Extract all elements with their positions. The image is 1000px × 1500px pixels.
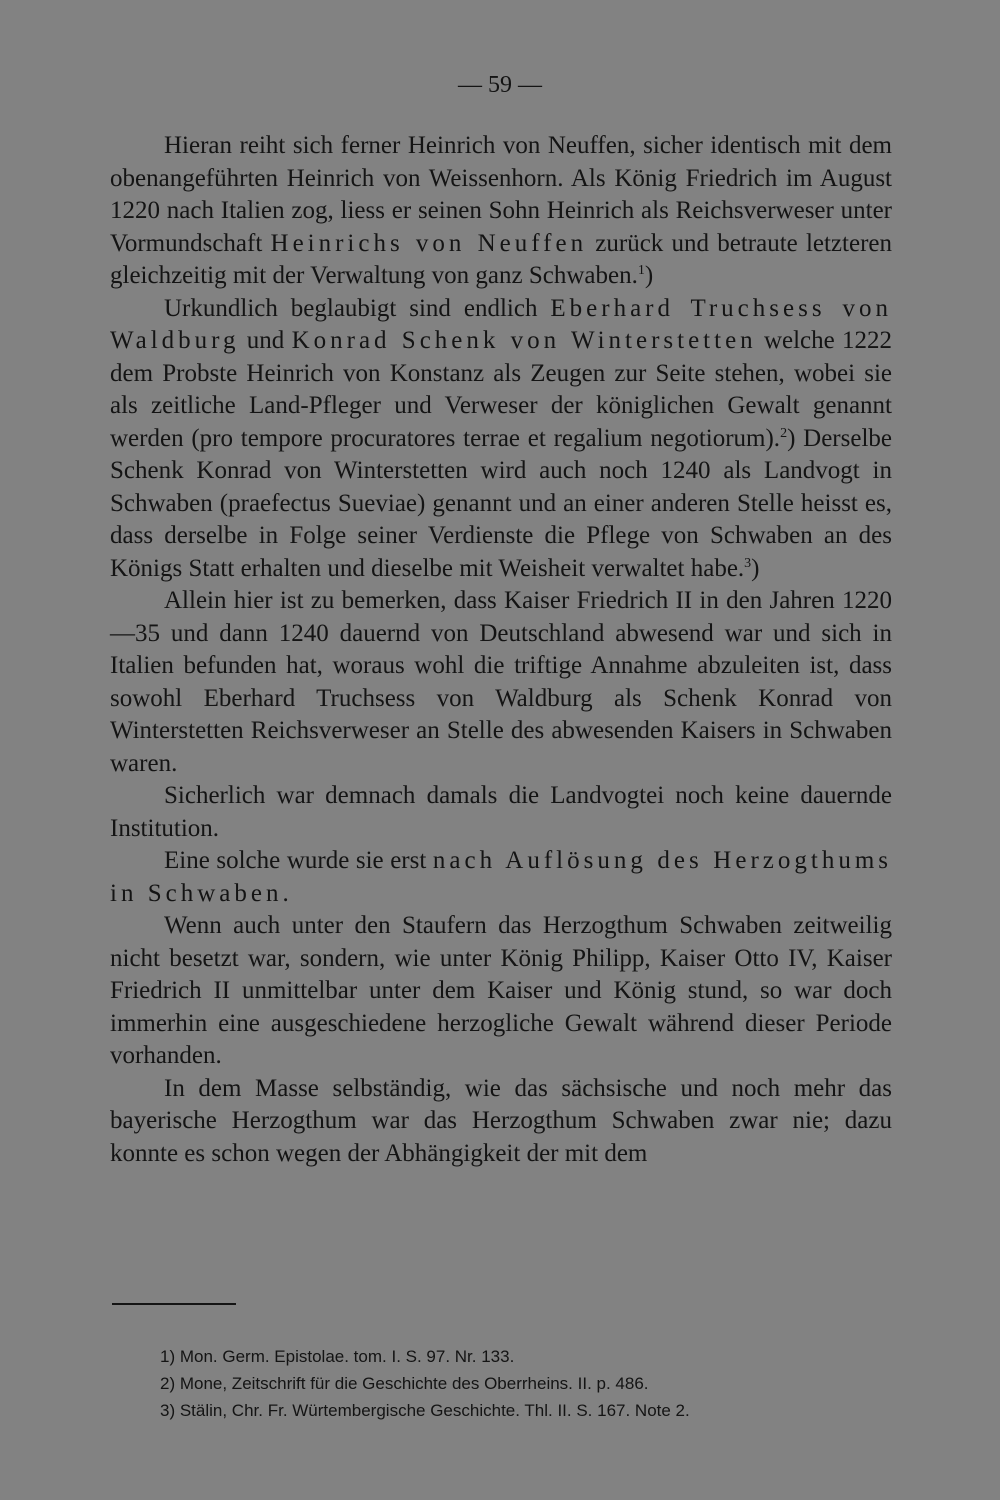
text-run: Sicherlich war demnach damals die Landvogtei noch keine dauernde Institution. <box>110 782 892 842</box>
text-run: Hieran reiht sich ferner Heinrich von Neuffen, sicher identisch mit dem obenangeführten Heinrich von Weissenhorn. Als König Friedrich im August 1220 nach Italien zog, liess er seinen Sohn Heinrich als Reichsverweser unter Vormundschaft <box>110 132 892 257</box>
text-run: Eine solche wurde sie erst <box>164 847 433 874</box>
paragraph <box>110 130 892 293</box>
text-run: . <box>282 879 289 907</box>
paragraph <box>110 293 892 586</box>
text-run: Wenn auch unter den Staufern das Herzogthum Schwaben zeitweilig nicht besetzt war, sondern, wie unter König Philipp, Kaiser Otto IV, Kaiser Friedrich II unmittelbar unter dem Kaiser und König stund, so war doch immerhin eine ausgeschiedene herzogliche Gewalt während dieser Periode vorhanden. <box>110 912 892 1069</box>
spaced-text: Heinrichs von Neuffen <box>270 229 588 257</box>
footnote-separator <box>112 1303 236 1305</box>
paragraph <box>110 1073 892 1171</box>
footnote-ref: 1 <box>637 263 645 278</box>
page-number: — 59 — <box>458 72 542 98</box>
text-run: welche 1222 dem Probste Heinrich von Konstanz als Zeugen zur Seite stehen, wobei sie als zeitliche Land-Pfleger und Verweser der königlichen Gewalt genannt werden (pro tempore procuratores terrae et regalium negotiorum). <box>110 327 893 452</box>
footnote-3: 3) Stälin, Chr. Fr. Würtembergische Geschichte. Thl. II. S. 167. Note 2. <box>160 1401 690 1420</box>
text-run: Allein hier ist zu bemerken, dass Kaiser Friedrich II in den Jahren 1220—35 und dann 1240 dauernd von Deutschland abwesend war und sich in Italien befunden hat, woraus wohl die triftige Annahme abzuleiten ist, dass sowohl Eberhard Truchsess von Waldburg als Schenk Konrad von Winterstetten Reichsverweser an Stelle des abwesenden Kaisers in Schwaben waren. <box>110 587 892 777</box>
footnote-ref: 3 <box>744 555 752 571</box>
footnote-ref: 2 <box>780 425 788 441</box>
paragraph <box>110 845 892 910</box>
spaced-text: Konrad Schenk von Winterstetten <box>291 327 757 354</box>
text-run: und <box>239 327 292 354</box>
paragraph <box>110 780 892 845</box>
footnotes <box>160 1343 900 1424</box>
text-run: zurück und betraute letzteren gleichzeitig mit der Verwaltung von ganz Schwaben. <box>110 229 892 289</box>
text-run: In dem Masse selbständig, wie das sächsische und noch mehr das bayerische Herzogthum war das Herzogthum Schwaben zwar nie; dazu konnte es schon wegen der Abhängigkeit der mit dem <box>110 1074 892 1167</box>
text-run: Urkundlich beglaubigt sind endlich <box>164 294 551 322</box>
paragraph <box>110 585 892 780</box>
body-text <box>110 130 892 1170</box>
text-run: ) Derselbe Schenk Konrad von Winterstetten wird auch noch 1240 als Landvogt in Schwaben (praefectus Sueviae) genannt und an einer anderen Stelle heisst es, dass derselbe in Folge seiner Verdienste die Pflege von Schwaben an des Königs Statt erhalten und dieselbe mit Weisheit verwaltet habe. <box>110 424 892 582</box>
footnote-2: 2) Mone, Zeitschrift für die Geschichte des Oberrheins. II. p. 486. <box>160 1374 649 1393</box>
spaced-text: nach Auflösung des Herzogthums in Schwaben <box>110 847 892 907</box>
footnote-1: 1) Mon. Germ. Epistolae. tom. I. S. 97. Nr. 133. <box>160 1347 515 1366</box>
spaced-text: Eberhard Truchsess von Waldburg <box>110 294 892 354</box>
text-run: ) <box>751 554 760 582</box>
text-run: ) <box>644 262 654 289</box>
paragraph <box>110 910 892 1073</box>
